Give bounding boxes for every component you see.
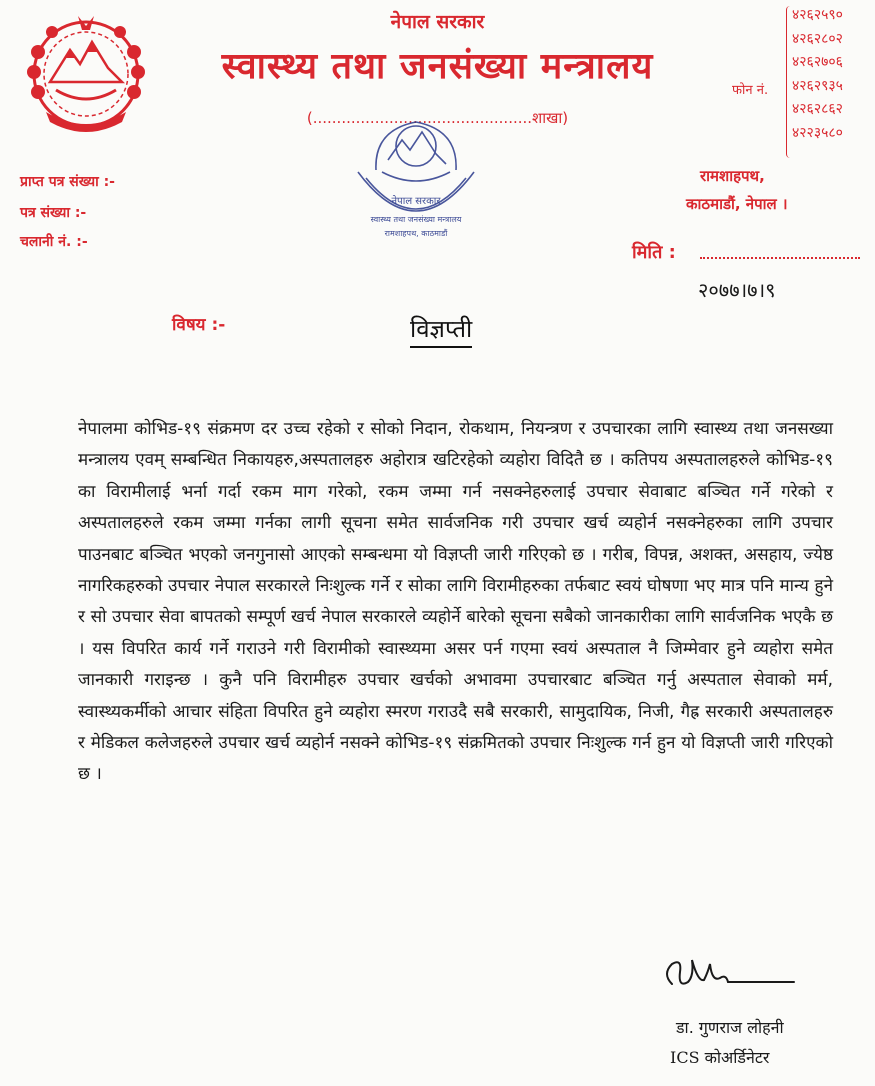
date-value: २०७७।७।९ xyxy=(698,278,776,302)
svg-text:स्वास्थ्य तथा जनसंख्या मन्त्रा: स्वास्थ्य तथा जनसंख्या मन्त्रालय xyxy=(370,215,462,224)
date-dotted-line xyxy=(700,243,860,259)
phone-number: ४२६२८६२ xyxy=(792,101,843,117)
svg-text:नेपाल सरकार: नेपाल सरकार xyxy=(391,196,441,207)
svg-text:रामशाहपथ, काठमाडौं: रामशाहपथ, काठमाडौं xyxy=(384,229,448,238)
branch-line: (..............................................शाखा) xyxy=(306,109,569,127)
office-stamp-icon xyxy=(336,110,496,250)
notice-body: नेपालमा कोभिड-१९ संक्रमण दर उच्च रहेको र सोको निदान, रोकथाम, नियन्त्रण र उपचारका लागि स्वास्थ्य तथा जनसख्या मन्त्रालय एवम् सम्बन्धित निकायहरु,अस्पतालहरु अहोरात्र खटिरहेको व्यहोरा विदितै छ । कतिपय अस्पतालहरुले कोभिड-१९ का विरामीलाई भर्ना गर्दा रकम माग गरेको, रकम जम्मा गर्न नसक्नेहरुलाई उपचार सेवाबाट बञ्चित गर्ने गरेको र अस्पतालहरुले रकम जम्मा गर्नका लागी सूचना समेत सार्वजनिक गरी उपचार खर्च व्यहोर्न नसक्नेहरुका लागि उपचार पाउनबाट बञ्चित भएको जनगुनासो आएको सम्बन्धमा यो विज्ञप्ती जारी गरिएको छ । गरीब, विपन्न, अशक्त, असहाय, ज्येष्ठ नागरिकहरुको उपचार नेपाल सरकारले निःशुल्क गर्ने र सोका लागि विरामीहरुका तर्फबाट स्वयं घोषणा भए मात्र पनि मान्य हुने र सो उपचार सेवा बापतको सम्पूर्ण खर्च नेपाल सरकारले व्यहोर्ने बारेको सूचना सबैको जानकारीका लागि सार्वजनिक भएकै छ । यस विपरित कार्य गर्ने गराउने गरी विरामीको स्वास्थ्यमा असर पर्न गएमा स्वयं अस्पताल नै जिम्मेवार हुने व्यहोरा समेत जानकारी गराइन्छ । कुनै पनि विरामीहरु उपचार खर्चको अभावमा उपचारबाट बञ्चित गर्नु अस्पताल सेवाको मर्म, स्वास्थ्यकर्मीको आचार संहिता विपरित हुने व्यहोरा स्मरण गराउदै सबै सरकारी, सामुदायिक, निजी, गैह्र सरकारी अस्पतालहरु र मेडिकल कलेजहरुले उपचार खर्च व्यहोर्न नसक्ने कोभिड-१९ संक्रमितको उपचार निःशुल्क गर्न हुन यो विज्ञप्ती जारी गरिएको छ । xyxy=(78,419,833,785)
government-name: नेपाल सरकार xyxy=(390,11,485,33)
handwritten-signature xyxy=(648,952,798,1002)
signatory-name: डा. गुणराज लोहनी xyxy=(676,1018,784,1037)
phone-number: ४२६२५९० xyxy=(792,7,843,23)
dispatch-number-label: चलानी नं. :- xyxy=(20,234,88,250)
phone-list xyxy=(792,4,843,145)
phone-number: ४२६२७०६ xyxy=(792,54,843,70)
letter-number-label: पत्र संख्या :- xyxy=(20,205,87,221)
phone-label: फोन नं. xyxy=(732,83,769,98)
ministry-name: स्वास्थ्य तथा जनसंख्या मन्त्रालय xyxy=(221,46,654,87)
address-street: रामशाहपथ, xyxy=(700,167,765,185)
subject-label: विषय :- xyxy=(172,315,226,335)
date-label: मिति : xyxy=(632,242,676,263)
received-number-label: प्राप्त पत्र संख्या :- xyxy=(20,174,115,190)
address-city: काठमाडौं, नेपाल । xyxy=(686,195,788,213)
phone-number: ४२२३५८० xyxy=(792,124,843,141)
phone-number: ४२६२८०२ xyxy=(792,30,843,47)
signatory-title: ICS कोअर्डिनेटर xyxy=(670,1048,770,1067)
phone-number: ४२६२९३५ xyxy=(792,77,843,94)
subject-title: विज्ञप्ती xyxy=(410,312,472,348)
